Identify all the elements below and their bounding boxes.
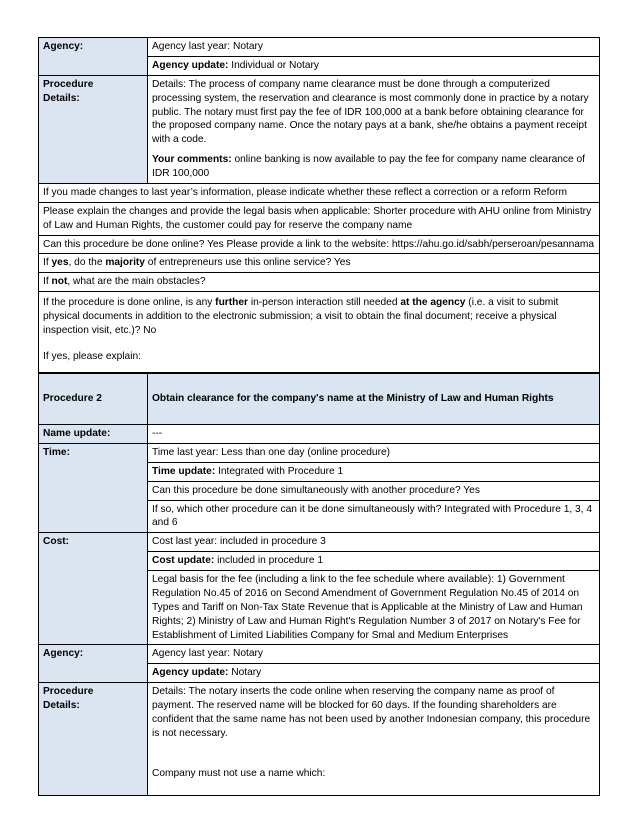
cost-update bbox=[148, 552, 600, 571]
agency-last-year-2: Agency last year: Notary bbox=[148, 645, 600, 664]
procedure-2-table bbox=[38, 373, 600, 796]
changes-question: If you made changes to last year’s information, please indicate whether these reflect a correction or a reform Reform bbox=[39, 183, 600, 202]
if-yes-explain: If yes, please explain: bbox=[43, 350, 141, 362]
further-pre: If the procedure is done online, is any bbox=[43, 297, 216, 309]
your-comments bbox=[152, 153, 595, 181]
simultaneous-question: Can this procedure be done simultaneously with another procedure? Yes bbox=[148, 481, 600, 500]
online-question: Can this procedure be done online? Yes Please provide a link to the website: https://ahu.go.id/sabh/perseroan/pesannama bbox=[39, 235, 600, 254]
procedure-1-table bbox=[38, 37, 600, 373]
majority-pre: If bbox=[43, 257, 52, 269]
legal-basis: Legal basis for the fee (including a link to the fee schedule where available): 1) Government Regulation No.45 of 2016 on Second Amendment of Government Regulation No.45 of 2014 on Types and Tariff on Non-Tax State Revenue that is Applicable at the Ministry of Law and Human Rights; 2) Ministry of Law and Human Right's Regulation Number 3 of 2017 on Notary's Fee for Establishment of Limited Liabilities Company for Smal and Medium Enterprises bbox=[148, 571, 600, 645]
time-label: Time: bbox=[39, 443, 148, 532]
must-not-use: Company must not use a name which: bbox=[152, 767, 326, 779]
procedure-details-label-2-line1: Procedure bbox=[43, 686, 94, 698]
majority-question bbox=[39, 254, 600, 273]
procedure-details-label bbox=[39, 75, 148, 183]
agency-update-value: Individual or Notary bbox=[228, 59, 320, 71]
obstacles-question bbox=[39, 273, 600, 292]
your-comments-label: Your comments: bbox=[152, 154, 232, 166]
time-update bbox=[148, 462, 600, 481]
procedure-details-label-line1: Procedure bbox=[43, 78, 94, 90]
not-pre: If bbox=[43, 276, 52, 288]
cost-update-label: Cost update: bbox=[152, 555, 215, 567]
agency-label: Agency: bbox=[39, 38, 148, 76]
agency-label-2: Agency: bbox=[39, 645, 148, 683]
further-agency: at the agency bbox=[400, 297, 466, 309]
procedure-details-cell bbox=[148, 75, 600, 183]
further-interaction-question bbox=[39, 292, 600, 373]
not-word: not bbox=[51, 276, 68, 288]
procedure-details-label-2-line2: Details: bbox=[43, 700, 80, 711]
time-last-year: Time last year: Less than one day (online procedure) bbox=[148, 443, 600, 462]
agency-update-label: Agency update: bbox=[152, 59, 229, 71]
agency-last-year: Agency last year: Notary bbox=[148, 38, 600, 57]
majority-post: of entrepreneurs use this online service? Yes bbox=[144, 257, 351, 269]
explain-changes: Please explain the changes and provide the legal basis when applicable: Shorter procedure with AHU online from Ministry of Law and Human Rights, the customer could pay for reserve the company name bbox=[39, 202, 600, 235]
procedure-details-text-2: Details: The notary inserts the code online when reserving the company name as proof of payment. The reserved name will be blocked for 60 days. If the founding shareholders are confident that the same name has not been used by another Indonesian company, this procedure is not necessary. bbox=[152, 686, 591, 739]
agency-update-label-2: Agency update: bbox=[152, 667, 229, 679]
procedure-details-label-line2: Details: bbox=[43, 92, 80, 104]
time-update-value: Integrated with Procedure 1 bbox=[215, 465, 344, 477]
not-post: , what are the main obstacles? bbox=[67, 276, 206, 288]
agency-update-2 bbox=[148, 664, 600, 683]
name-update-value: --- bbox=[148, 425, 600, 444]
procedure-details-label-2 bbox=[39, 683, 148, 795]
your-comments-value: online banking is now available to pay the fee for company name clearance of IDR 100,000 bbox=[152, 154, 586, 179]
procedure-details-cell-2 bbox=[148, 683, 600, 795]
majority-mid: , do the bbox=[68, 257, 106, 269]
further-post: (i.e. a visit to submit physical documents in addition to the electronic submission; a visit to obtain the final document; receive a physical inspection visit, etc.)? No bbox=[43, 297, 559, 336]
cost-last-year: Cost last year: included in procedure 3 bbox=[148, 533, 600, 552]
cost-update-value: included in procedure 1 bbox=[214, 555, 324, 567]
cost-label: Cost: bbox=[39, 533, 148, 645]
agency-update bbox=[148, 56, 600, 75]
agency-update-value-2: Notary bbox=[228, 667, 262, 679]
further-word: further bbox=[215, 297, 248, 309]
procedure-number-label: Procedure 2 bbox=[39, 374, 148, 425]
procedure-details-text: Details: The process of company name clearance must be done through a computerized processing system, the reservation and clearance is most commonly done in practice by a notary public. The notary must first pay the fee of IDR 100,000 at a bank before obtaining clearance for the proposed company name. Once the notary pays at a bank, she/he obtains a payment receipt with a code. bbox=[152, 78, 589, 146]
name-update-label: Name update: bbox=[39, 425, 148, 444]
majority-word: majority bbox=[105, 257, 145, 269]
simultaneous-which: If so, which other procedure can it be done simultaneously with? Integrated with Procedure 1, 3, 4 and 6 bbox=[148, 500, 600, 533]
time-update-label: Time update: bbox=[152, 465, 216, 477]
further-mid: in-person interaction still needed bbox=[248, 297, 401, 309]
majority-yes: yes bbox=[51, 257, 69, 269]
procedure-title: Obtain clearance for the company's name at the Ministry of Law and Human Rights bbox=[148, 374, 600, 425]
